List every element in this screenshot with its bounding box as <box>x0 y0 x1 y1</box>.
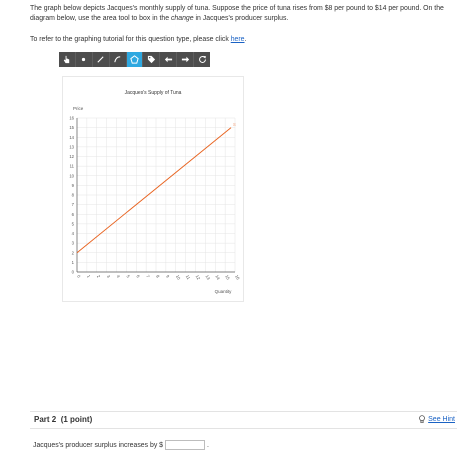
x-tick-label: 6 <box>135 274 141 279</box>
question-text-part2: in Jacques's producer surplus. <box>195 15 289 22</box>
answer-row <box>33 440 209 450</box>
x-tick-label: 15 <box>224 274 231 281</box>
point-tool[interactable] <box>76 52 93 67</box>
line-tool[interactable] <box>93 52 110 67</box>
part-number: Part 2 <box>34 415 57 424</box>
y-tick-label: 10 <box>69 173 74 179</box>
x-tick-label: 1 <box>86 274 92 279</box>
undo-tool[interactable] <box>160 52 177 67</box>
tutorial-end: . <box>244 36 247 43</box>
grid <box>77 118 235 272</box>
x-tick-label: 13 <box>204 274 212 281</box>
label-tool[interactable] <box>143 52 160 67</box>
series-layer <box>77 122 236 253</box>
x-tick-label: 0 <box>76 274 82 279</box>
x-tick-label: 3 <box>105 274 112 279</box>
y-tick-label: 9 <box>71 182 74 188</box>
answer-suffix: . <box>207 441 209 449</box>
x-tick-label: 2 <box>95 274 102 279</box>
tutorial-link[interactable]: here <box>230 36 245 43</box>
x-tick-label: 7 <box>145 274 151 279</box>
part-points: (1 point) <box>60 415 93 424</box>
y-tick-label: 2 <box>71 250 74 256</box>
chart-title: Jacques's Supply of Tuna <box>124 90 182 96</box>
lightbulb-icon <box>418 415 426 424</box>
answer-prompt: Jacques's producer surplus increases by $ <box>33 441 164 449</box>
x-axis-label: Quantity <box>214 289 232 294</box>
redo-tool[interactable] <box>177 52 194 67</box>
x-tick-label: 8 <box>155 274 161 279</box>
area-tool[interactable] <box>127 52 144 67</box>
part-title <box>34 415 92 424</box>
curve-icon <box>113 55 122 64</box>
y-tick-label: 14 <box>69 134 74 140</box>
supply-curve <box>77 128 231 253</box>
producer-surplus-input[interactable] <box>165 440 205 450</box>
graph-toolbar <box>59 52 210 67</box>
redo-icon <box>181 55 190 64</box>
y-tick-label: 6 <box>71 211 74 217</box>
y-tick-label: 7 <box>71 202 74 208</box>
x-tick-label: 14 <box>214 274 222 281</box>
x-tick-label: 16 <box>234 274 241 281</box>
y-tick-label: 16 <box>69 115 74 121</box>
y-tick-label: 5 <box>71 221 74 227</box>
y-tick-label: 13 <box>69 144 74 150</box>
x-tick-label: 11 <box>184 274 192 281</box>
tag-icon <box>147 55 156 64</box>
question-text-part1: The graph below depicts Jacques's monthly supply of tuna. Suppose the price of tuna rises from $8 per pound to $14 per pound. On the diagram below, use the area tool to box in the <box>30 5 444 22</box>
undo-icon <box>164 55 173 64</box>
x-tick-label: 10 <box>174 274 182 281</box>
x-tick-label: 9 <box>165 274 171 279</box>
supply-chart[interactable] <box>63 77 243 301</box>
y-axis-label: Price <box>73 106 84 111</box>
y-tick-label: 11 <box>69 163 74 169</box>
question-text-change: change <box>170 15 194 22</box>
curve-tool[interactable] <box>110 52 127 67</box>
graph-panel <box>62 76 244 302</box>
y-tick-label: 4 <box>71 231 74 236</box>
hand-pointer-icon <box>62 55 71 64</box>
line-icon <box>96 55 105 64</box>
tutorial-text: To refer to the graphing tutorial for this question type, please click <box>30 36 229 43</box>
pointer-tool[interactable] <box>59 52 76 67</box>
y-tick-label: 15 <box>69 125 74 131</box>
y-tick-label: 3 <box>71 240 74 246</box>
see-hint-button[interactable] <box>418 415 455 424</box>
part-header <box>30 411 457 429</box>
reset-tool[interactable] <box>194 52 210 67</box>
reset-icon <box>198 55 207 64</box>
x-tick-label: 12 <box>194 274 202 281</box>
y-tick-label: 0 <box>71 269 74 275</box>
see-hint-label: See Hint <box>428 416 455 423</box>
dot-icon <box>79 55 88 64</box>
pentagon-icon <box>130 55 139 64</box>
tutorial-note <box>30 35 246 45</box>
question-text <box>30 4 458 24</box>
y-tick-label: 1 <box>71 259 74 265</box>
x-tick-label: 4 <box>115 274 122 279</box>
y-tick-label: 8 <box>71 192 74 198</box>
y-tick-label: 12 <box>69 154 74 159</box>
supply-curve-label: S <box>233 122 236 128</box>
x-tick-label: 5 <box>125 274 132 279</box>
